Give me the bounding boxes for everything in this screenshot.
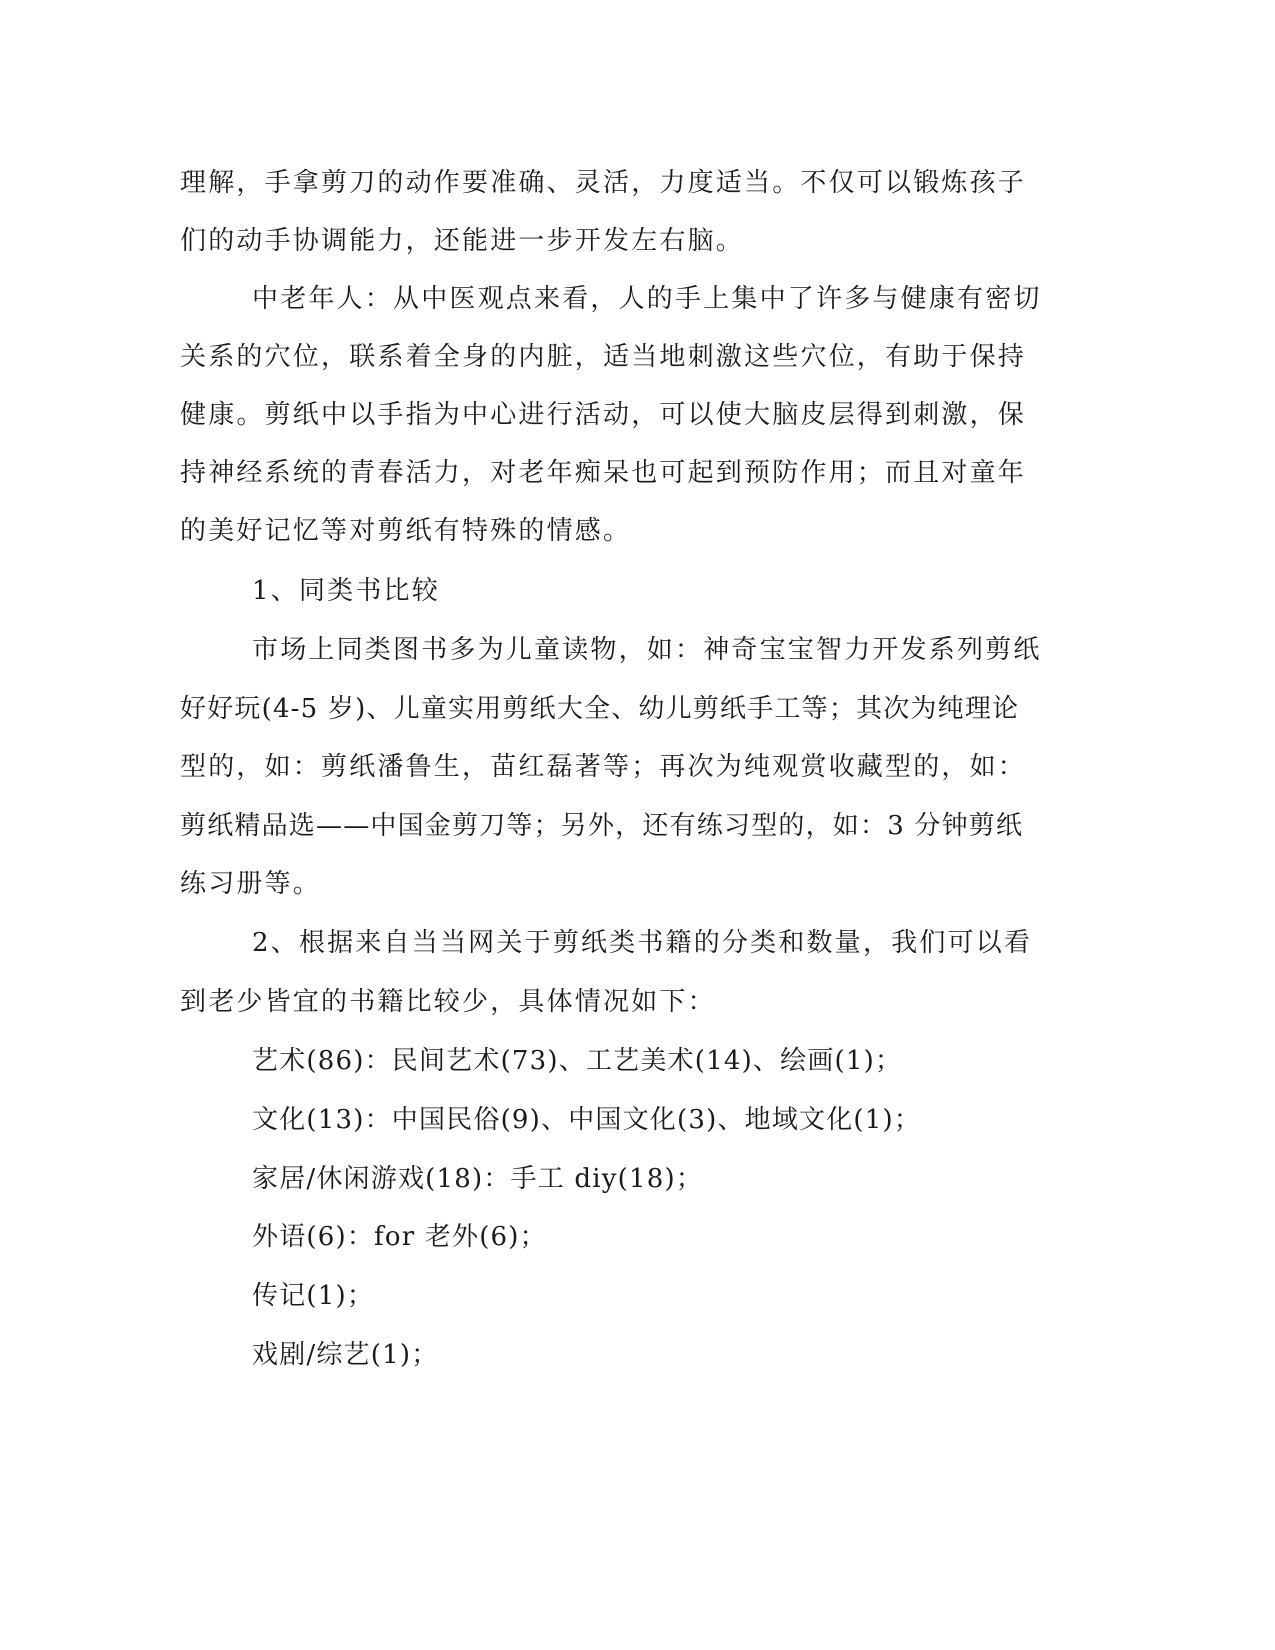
paragraph-line: 的美好记忆等对剪纸有特殊的情感。 [180,516,632,546]
paragraph-line: 练习册等。 [180,869,322,899]
section-heading: 1、同类书比较 [252,576,440,606]
paragraph-line: 理解，手拿剪刀的动作要准确、灵活，力度适当。不仅可以锻炼孩子 [180,168,1027,198]
paragraph-line: 们的动手协调能力，还能进一步开发左右脑。 [180,226,745,256]
paragraph-line: 剪纸精品选——中国金剪刀等；另外，还有练习型的，如：3 分钟剪纸 [180,811,1024,841]
paragraph-line: 市场上同类图书多为儿童读物，如：神奇宝宝智力开发系列剪纸 [252,635,1042,665]
list-item: 传记(1)； [252,1281,375,1311]
list-item: 戏剧/综艺(1)； [252,1340,439,1370]
paragraph-line: 健康。剪纸中以手指为中心进行活动，可以使大脑皮层得到刺激，保 [180,400,1027,430]
list-item: 艺术(86)：民间艺术(73)、工艺美术(14)、绘画(1)； [252,1046,903,1076]
list-item: 文化(13)：中国民俗(9)、中国文化(3)、地域文化(1)； [252,1105,922,1135]
paragraph-line: 好好玩(4-5 岁)、儿童实用剪纸大全、幼儿剪纸手工等；其次为纯理论 [180,694,1020,724]
paragraph-line: 持神经系统的青春活力，对老年痴呆也可起到预防作用；而且对童年 [180,458,1027,488]
paragraph-line: 到老少皆宜的书籍比较少，具体情况如下： [180,987,716,1017]
list-item: 外语(6)：for 老外(6)； [252,1222,547,1252]
paragraph-line: 中老年人：从中医观点来看，人的手上集中了许多与健康有密切 [252,284,1042,314]
list-item: 家居/休闲游戏(18)：手工 diy(18)； [252,1164,704,1194]
paragraph-line: 型的，如：剪纸潘鲁生，苗红磊著等；再次为纯观赏收藏型的，如： [180,752,1027,782]
paragraph-line: 关系的穴位，联系着全身的内脏，适当地刺激这些穴位，有助于保持 [180,342,1027,372]
paragraph-line: 2、根据来自当当网关于剪纸类书籍的分类和数量，我们可以看 [252,928,1033,958]
